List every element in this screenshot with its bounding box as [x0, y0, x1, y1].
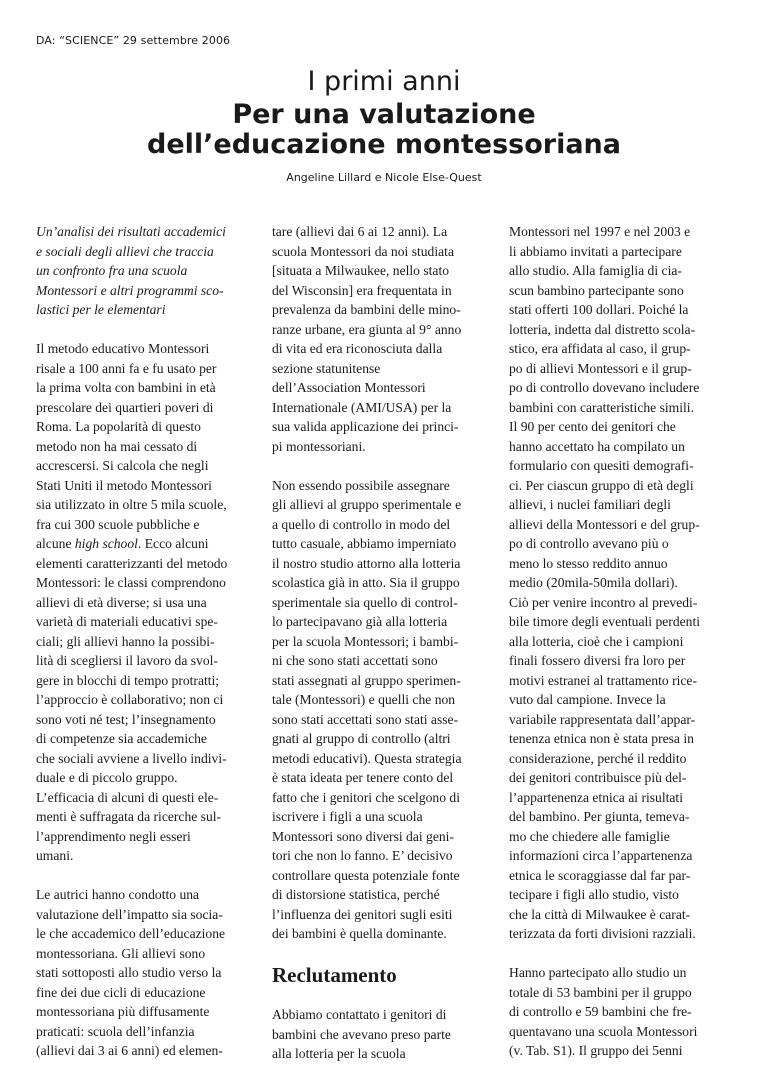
paragraph-line: po di allievi Montessori e il grup-	[509, 360, 692, 376]
paragraph-line: alla lotteria per la scuola	[272, 1046, 406, 1061]
paragraph-line: alcune high school. Ecco alcuni	[36, 536, 209, 551]
paragraph-line: tale (Montessori) e quelli che non	[272, 692, 456, 707]
paragraph-line: l’appartenenza etnica ai risultati	[509, 789, 683, 805]
paragraph-line: valutazione dell’impatto sia socia-	[36, 906, 223, 922]
paragraph-line: metodi educativi). Questa strategia	[272, 750, 462, 766]
paragraph-line: fine dei due cicli di educazione	[36, 984, 206, 1000]
paragraph-line: gli allievi al gruppo sperimentale e	[272, 497, 462, 512]
paragraph-line: prevalenza da bambini delle mino-	[272, 302, 461, 317]
paragraph-line: considerazione, perché il reddito	[509, 750, 687, 766]
paragraph-line: stati offerti 100 dollari. Poiché la	[509, 302, 689, 317]
paragraph-line: iscrivere i figli a una scuola	[272, 809, 423, 824]
paragraph-line: sia utilizzato in oltre 5 mila scuole,	[36, 497, 227, 512]
paragraph-line: ci. Per ciascun gruppo di età degli	[509, 477, 694, 493]
paragraph-line: lastici per le elementari	[36, 302, 166, 317]
paragraph-line: montessoriana. Gli allievi sono	[36, 945, 206, 961]
paragraph-line: bambini che avevano preso parte	[272, 1026, 451, 1042]
paragraph-line: controllare questa potenziale fonte	[272, 867, 460, 883]
paragraph-line: Abbiamo contattato i genitori di	[272, 1007, 447, 1022]
paragraph-line: meno lo stesso reddito annuo	[509, 555, 668, 571]
abstract	[36, 222, 268, 320]
paragraph-line: sperimentale sia quello di control-	[272, 594, 458, 610]
paragraph-line: po di controllo dovevano includere	[509, 380, 700, 395]
paragraph-line: Montessori nel 1997 e nel 2003 e	[509, 224, 691, 239]
paragraph-line: di competenze sia accademiche	[36, 731, 207, 746]
paragraph-line: lotteria, indetta dal distretto scola-	[509, 321, 696, 337]
paragraph-line: Il 90 per cento dei genitori che	[509, 419, 676, 434]
paragraph-line: variabile rappresentata dall’appar-	[509, 711, 696, 727]
paragraph-line: motivi estranei al trattamento rice-	[509, 672, 697, 688]
high-school-term: high school	[74, 536, 138, 551]
paragraph-line: bile timore degli eventuali perdenti	[509, 614, 701, 629]
paragraph-line: pi montessoriani.	[272, 438, 366, 454]
paragraph-line: di controllo e 59 bambini che fre-	[509, 1004, 692, 1019]
paragraph-line: allievi di età diverse; si usa una	[36, 594, 207, 610]
paragraph-line: Stati Uniti il metodo Montessori	[36, 477, 212, 493]
paragraph-line: sono voti né test; l’insegnamento	[36, 711, 216, 727]
paragraph-line: Montessori e altri programmi sco-	[36, 282, 224, 298]
paragraph-line: li abbiamo invitati a partecipare	[509, 243, 682, 259]
paragraph-line: Il metodo educativo Montessori	[36, 341, 210, 356]
paragraph-line: scuola Montessori da noi studiata	[272, 243, 454, 259]
paragraph-line: è stata ideata per tenere conto del	[272, 770, 454, 785]
paragraph-line: stati assegnati al gruppo sperimen-	[272, 672, 461, 688]
paragraph-line: prescolare dei quartieri poveri di	[36, 399, 214, 415]
paragraph-line: Montessori sono diversi dai geni-	[272, 828, 454, 844]
paragraph-line: ciali; gli allievi hanno la possibi-	[36, 633, 215, 649]
paragraph-line: le che accademico dell’educazione	[36, 926, 226, 941]
paragraph-line: il nostro studio attorno alla lotteria	[272, 555, 461, 571]
paragraph-line: (v. Tab. S1). Il gruppo dei 5enni	[509, 1043, 683, 1058]
source-line: DA: “SCIENCE” 29 settembre 2006	[36, 34, 231, 47]
paragraph-line: allievi della Montessori e del grup-	[509, 516, 700, 532]
paragraph-line: dei bambini è quella dominante.	[272, 926, 447, 941]
paragraph-line: tutto casuale, abbiamo imperniato	[272, 536, 457, 551]
paragraph	[509, 222, 741, 944]
paragraph-line: elementi caratterizzanti del metodo	[36, 555, 228, 571]
title-line: Per una valutazione	[232, 99, 536, 130]
paragraph-line: totale di 53 bambini per il gruppo	[509, 984, 692, 1000]
paragraph-line: gere in blocchi di tempo protratti;	[36, 672, 220, 688]
paragraph-line: mo che chiedere alle famiglie	[509, 828, 670, 844]
paragraph-line: Internationale (AMI/USA) per la	[272, 399, 452, 415]
paragraph-line: etnica le scoraggiasse dal far par-	[509, 867, 691, 883]
paragraph-line: formulario con quesiti demografi-	[509, 458, 694, 473]
section-heading: Reclutamento	[272, 963, 397, 987]
paragraph	[509, 963, 741, 1061]
paragraph-line: allievi, i nuclei familiari degli	[509, 497, 671, 512]
paragraph-line: tecipare i figli allo studio, visto	[509, 887, 679, 902]
paragraph-line: tare (allievi dai 6 ai 12 anni). La	[272, 224, 448, 239]
paragraph-line: sono stati accettati sono stati asse-	[272, 711, 459, 727]
paragraph-line: risale a 100 anni fa e fu usato per	[36, 360, 217, 376]
paragraph-line: terizzata da forti divisioni razziali.	[509, 926, 696, 941]
paragraph-line: duale e di piccolo gruppo.	[36, 770, 178, 785]
paragraph-line: che sociali avviene a livello indivi-	[36, 750, 227, 766]
paragraph-line: montessoriana più diffusamente	[36, 1004, 210, 1019]
paragraph	[272, 476, 504, 944]
paragraph-line: [situata a Milwaukee, nello stato	[272, 263, 450, 278]
paragraph-line: stati sottoposti allo studio verso la	[36, 965, 222, 980]
paragraph-line: lità di scegliersi il lavoro da svol-	[36, 653, 218, 668]
paragraph-line: dei genitori contribuisce più del-	[509, 770, 687, 785]
paragraph-line: dell’Association Montessori	[272, 380, 426, 395]
paragraph-line: di vita ed era riconosciuta dalla	[272, 341, 443, 356]
paragraph-line: medio (20mila-50mila dollari).	[509, 575, 678, 590]
paragraph-line: Un’analisi dei risultati accademici	[36, 224, 226, 239]
paragraph-line: la prima volta con bambini in età	[36, 380, 216, 395]
paragraph-line: Montessori: le classi comprendono	[36, 575, 226, 590]
paragraph-line: stico, era affidata al caso, il grup-	[509, 341, 691, 356]
paragraph-line: sua valida applicazione dei princi-	[272, 419, 459, 434]
paragraph-line: l’apprendimento negli esseri	[36, 828, 191, 844]
paragraph	[36, 339, 268, 866]
authors: Angeline Lillard e Nicole Else-Quest	[286, 171, 482, 184]
paragraph-line: Hanno partecipato allo studio un	[509, 965, 687, 980]
paragraph-line: varietà di materiali educativi spe-	[36, 614, 218, 629]
paragraph-line: e sociali degli allievi che traccia	[36, 243, 214, 259]
paragraph-line: scun bambino partecipante sono	[509, 282, 684, 298]
column-1	[36, 222, 268, 1080]
paragraph	[272, 222, 504, 456]
paragraph-line: lo partecipavano già alla lotteria	[272, 614, 448, 629]
paragraph-line: ni che sono stati accettati sono	[272, 653, 438, 668]
paragraph-line: a quello di controllo in modo del	[272, 516, 451, 532]
paragraph-line: Ciò per venire incontro al prevedi-	[509, 594, 698, 610]
paragraph-line: fatto che i genitori che scelgono di	[272, 789, 460, 805]
paragraph-line: di distorsione statistica, perché	[272, 887, 440, 902]
paragraph-line: scolastica già in atto. Sia il gruppo	[272, 575, 460, 590]
title-line: dell’educazione montessoriana	[147, 129, 621, 160]
paragraph-line: quentavano una scuola Montessori	[509, 1023, 698, 1039]
paragraph-line: un confronto fra una scuola	[36, 263, 188, 278]
paragraph-line: del Wisconsin] era frequentata in	[272, 282, 452, 298]
column-2	[272, 222, 504, 1083]
paragraph-line: tori che non lo fanno. E’ decisivo	[272, 848, 453, 863]
paragraph-line: ranze urbane, era giunta al 9° anno	[272, 321, 462, 337]
paragraph-line: che la città di Milwaukee è carat-	[509, 906, 691, 922]
paragraph-line: tenenza etnica non è stata presa in	[509, 731, 694, 746]
paragraph-line: del bambino. Per giunta, temeva-	[509, 809, 690, 824]
paragraph-line: umani.	[36, 848, 74, 863]
article-title	[0, 100, 768, 160]
paragraph-line: hanno accettato ha compilato un	[509, 438, 685, 454]
paragraph-line: per la scuola Montessori; i bambi-	[272, 633, 459, 649]
paragraph-line: accrescersi. Si calcola che negli	[36, 458, 209, 473]
paragraph-line: informazioni circa l’appartenenza	[509, 848, 693, 863]
paragraph-line: l’approccio è collaborativo; non ci	[36, 692, 224, 707]
paragraph-line: metodo non ha mai cessato di	[36, 438, 198, 454]
column-3	[509, 222, 741, 1080]
paragraph-line: vuto dal campione. Invece la	[509, 692, 666, 707]
paragraph-line: bambini con caratteristiche simili.	[509, 399, 694, 415]
paragraph-line: L’efficacia di alcuni di questi ele-	[36, 789, 219, 805]
paragraph-line: Roma. La popolarità di questo	[36, 419, 201, 434]
paragraph-line: Non essendo possibile assegnare	[272, 477, 450, 493]
paragraph-line: praticati: scuola dell’infanzia	[36, 1023, 195, 1039]
paragraph-line: finali fossero diversi fra loro per	[509, 653, 686, 668]
section-kicker: I primi anni	[307, 66, 461, 97]
paragraph-line: gnati al gruppo di controllo (altri	[272, 731, 451, 746]
paragraph-line: alla lotteria, cioè che i campioni	[509, 633, 684, 649]
paragraph-line: allo studio. Alla famiglia di cia-	[509, 263, 682, 278]
paragraph	[36, 885, 268, 1061]
paragraph	[272, 1005, 504, 1064]
paragraph-line: sezione statunitense	[272, 360, 381, 376]
paragraph-line: fra cui 300 scuole pubbliche e	[36, 516, 200, 532]
paragraph-line: (allievi dai 3 ai 6 anni) ed elemen-	[36, 1043, 223, 1058]
paragraph-line: Le autrici hanno condotto una	[36, 887, 200, 902]
paragraph-line: menti è suffragata da ricerche sul-	[36, 809, 222, 824]
paragraph-line: l’influenza dei genitori sugli esiti	[272, 906, 453, 922]
paragraph-line: po di controllo avevano più o	[509, 536, 669, 551]
